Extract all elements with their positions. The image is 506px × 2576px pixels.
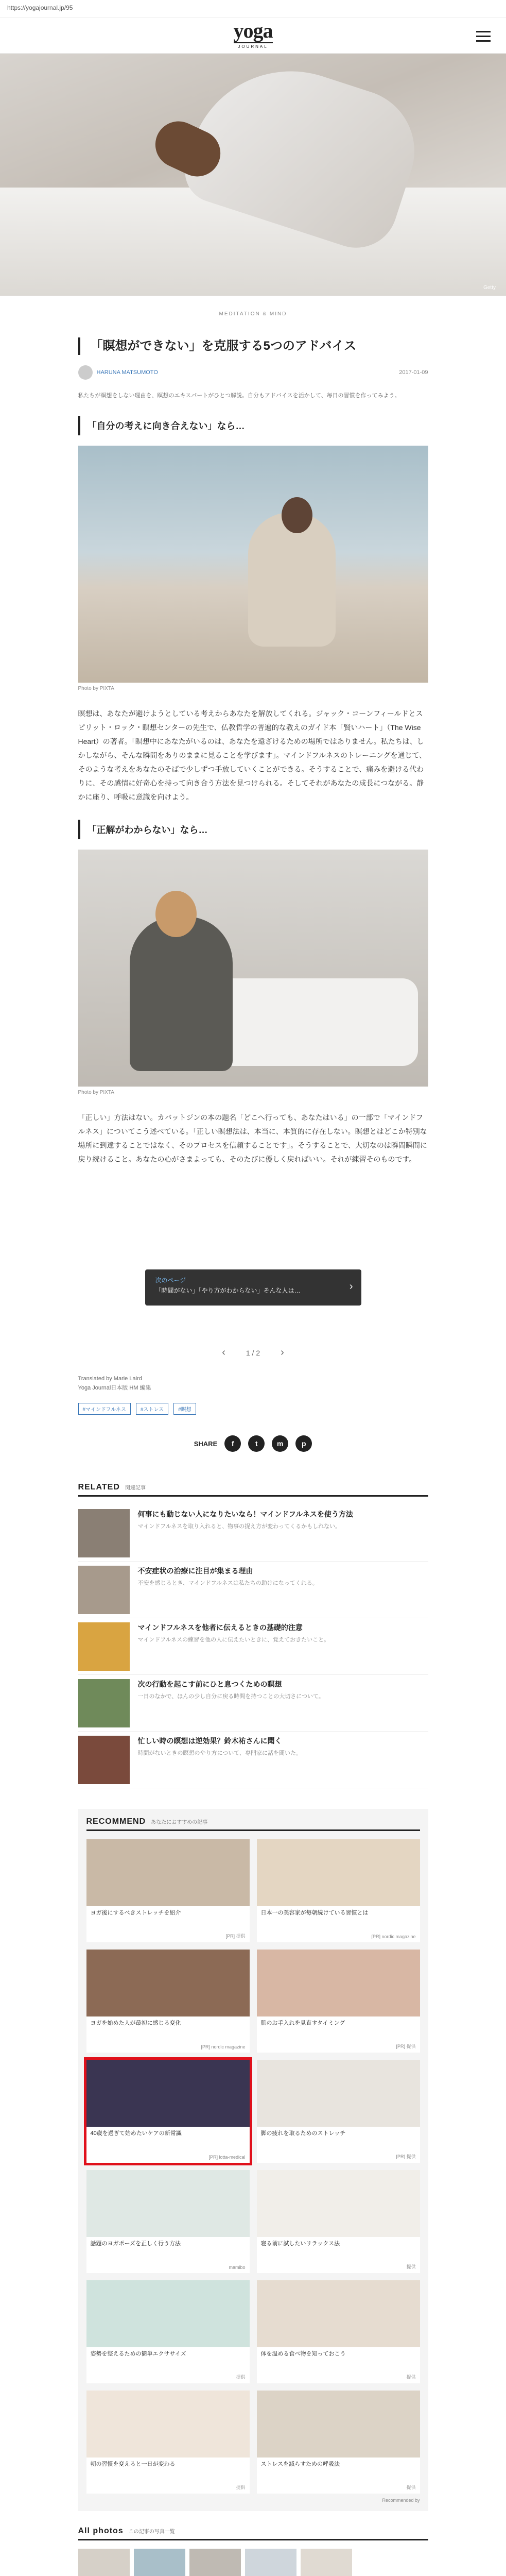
recommend-grid <box>86 1839 420 2494</box>
card-title: 脚の疲れを取るためのストレッチ <box>260 2130 346 2137</box>
related-thumb <box>78 1736 130 1784</box>
section-heading-1: 「自分の考えに向き合えない」なら… <box>78 416 428 435</box>
page-separator: / <box>252 1348 254 1357</box>
hero-credit: Getty <box>483 285 496 291</box>
card-image <box>257 2060 420 2127</box>
tag-list <box>78 1403 428 1415</box>
photo-figure-shape <box>130 917 233 1071</box>
related-item-title: 何事にも動じない人になりたいなら！マインドフルネスを使う方法 <box>137 1510 353 1518</box>
share-bar <box>78 1435 428 1452</box>
ad-slot <box>78 1182 428 1269</box>
card-image <box>86 1950 250 2016</box>
section-body-1: 瞑想は、あなたが避けようとしている考えからあなたを解放してくれる。ジャック・コーンフィールドとスピリット・ロック・瞑想センターの先生で、仏教哲学の普遍的な教えのガイド本「賢いハート」（The Wise Heart）の著者。「瞑想中にあなたがいるのは、あなたを遠ざけるための場所ではありません。私たちは、しかしながら、そんな瞬間をありのままに見ることを学びます」。マインドフルネスのトレーニングを通じて、そのような考えをあなたのそばで少しずつ手放していくことができる。そうすることで、痛みを避ける代わりに、その感情に好奇心を持って向き合う方法を見つけられる。そしてそれがあなたの成長につながる。静かに座り、呼吸に意識を向けよう。 <box>78 709 427 801</box>
pinterest-share-icon[interactable]: p <box>295 1435 312 1452</box>
card-sponsor: mamibo <box>229 2265 246 2270</box>
related-item-title: 不安症状の治療に注目が集まる理由 <box>137 1567 253 1575</box>
card-title: 朝の習慣を変えると一日が変わる <box>90 2461 176 2467</box>
photo-thumbnail[interactable] <box>78 2549 130 2576</box>
photo-head-shape <box>155 891 197 937</box>
next-page-box[interactable] <box>145 1269 361 1306</box>
next-page-title: 「時間がない」「やり方がわからない」そんな人は… <box>155 1287 301 1294</box>
card-image <box>257 1950 420 2016</box>
related-item[interactable] <box>78 1505 428 1562</box>
chevron-right-icon: › <box>349 1281 353 1292</box>
related-item-desc: マインドフルネスを取り入れると、物事の捉え方が変わってくるかもしれない。 <box>137 1523 341 1530</box>
recommend-card[interactable] <box>86 2280 250 2383</box>
recommend-header <box>86 1817 420 1831</box>
next-page-icon[interactable]: › <box>281 1347 284 1358</box>
recommend-section <box>78 1809 428 2511</box>
related-item[interactable] <box>78 1562 428 1618</box>
related-item-desc: 時間がないときの瞑想のやり方について、専門家に話を聞いた。 <box>137 1750 302 1756</box>
pagination <box>78 1347 428 1359</box>
all-photos-header <box>78 2527 428 2540</box>
translation-line-1: Translated by Marie Laird <box>78 1376 142 1382</box>
author-link[interactable]: HARUNA MATSUMOTO <box>96 369 158 376</box>
photo-thumbnail[interactable] <box>301 2549 352 2576</box>
related-item[interactable] <box>78 1618 428 1675</box>
card-sponsor: [PR] 提供 <box>396 2044 416 2049</box>
photo-head-shape <box>282 497 312 533</box>
related-item-title: 次の行動を起こす前にひと息つくための瞑想 <box>137 1680 282 1688</box>
related-item-desc: 不安を感じるとき、マインドフルネスは私たちの助けになってくれる。 <box>137 1580 318 1586</box>
tag-link[interactable]: #瞑想 <box>173 1403 196 1415</box>
card-sponsor: 提供 <box>406 2485 416 2490</box>
related-title: RELATED <box>78 1483 120 1492</box>
card-sponsor: 提供 <box>236 2375 246 2380</box>
hamburger-menu-icon[interactable] <box>476 31 491 45</box>
card-image <box>86 2280 250 2347</box>
related-thumb <box>78 1622 130 1671</box>
card-image <box>86 2170 250 2237</box>
related-item[interactable] <box>78 1732 428 1788</box>
card-title: ヨガを始めた人が最初に感じる変化 <box>90 2020 181 2026</box>
photo-caption-2: Photo by PIXTA <box>78 1090 114 1095</box>
site-header <box>0 18 506 54</box>
photo-figure-shape <box>248 513 336 647</box>
page-indicator <box>246 1349 260 1357</box>
card-title: 肌のお手入れを見直すタイミング <box>260 2020 345 2026</box>
related-item-title: 忙しい時の瞑想は逆効果？鈴木祐さんに聞く <box>137 1737 282 1745</box>
card-image <box>257 2391 420 2458</box>
photo-thumbnail[interactable] <box>134 2549 185 2576</box>
card-title: ヨガ後にするべきストレッチを紹介 <box>90 1910 181 1916</box>
related-thumb <box>78 1566 130 1614</box>
page-current: 1 <box>246 1348 250 1357</box>
logo-sub: JOURNAL <box>234 42 273 49</box>
section-photo-1 <box>78 446 428 683</box>
recommend-title: RECOMMEND <box>86 1817 146 1826</box>
recommend-card[interactable] <box>257 2391 420 2494</box>
card-title: ストレスを減らすための呼吸法 <box>260 2461 340 2467</box>
twitter-share-icon[interactable]: t <box>248 1435 265 1452</box>
recommend-card[interactable] <box>86 1950 250 2053</box>
section-photo-2 <box>78 850 428 1087</box>
related-item-desc: マインドフルネスの練習を他の人に伝えたいときに、覚えておきたいこと。 <box>137 1637 330 1643</box>
prev-page-icon[interactable]: ‹ <box>222 1347 225 1358</box>
article-title: 「瞑想ができない」を克服する5つのアドバイス <box>78 337 428 355</box>
article <box>78 296 428 2576</box>
section-body-2: 「正しい」方法はない。カバットジンの本の題名「どこへ行っても、あなたはいる」の一部で「マインドフルネス」についてこう述べている。「正しい瞑想法は、本当に、本質的に存在しない。瞑想とはどこか特別な場所に到達することではなく、そのプロセスを信頼することです」。そうすることで、大切なのは瞬間瞬間に戻り続けること。あなたの心がさまよっても、そのたびに優しく戻ればいい。それが練習そのものです。 <box>78 1113 427 1163</box>
all-photos-section <box>78 2527 428 2576</box>
related-thumb <box>78 1679 130 1727</box>
mail-share-icon[interactable]: m <box>272 1435 288 1452</box>
tag-link[interactable]: #ストレス <box>136 1403 168 1415</box>
card-title: 寝る前に試したいリラックス法 <box>260 2241 340 2247</box>
card-title: 体を温める食べ物を知っておこう <box>260 2351 346 2357</box>
recommend-subtitle: あなたにおすすめの記事 <box>151 1820 208 1825</box>
card-sponsor: [PR] lotta-medical <box>208 2155 246 2160</box>
recommend-card[interactable] <box>257 1839 420 1942</box>
card-title: 姿勢を整えるための簡単エクササイズ <box>90 2351 186 2357</box>
share-label: SHARE <box>194 1439 218 1448</box>
card-title: 40歳を過ぎて始めたいケアの新常識 <box>90 2130 182 2137</box>
facebook-share-icon[interactable]: f <box>224 1435 241 1452</box>
related-thumb <box>78 1509 130 1557</box>
card-sponsor: [PR] nordic magazine <box>201 2044 246 2049</box>
recommend-card[interactable] <box>257 2280 420 2383</box>
card-sponsor: 提供 <box>406 2375 416 2380</box>
card-image <box>86 2391 250 2458</box>
article-lead: 私たちが瞑想をしない理由を、瞑想のエキスパートがひとつ解説。自分もアドバイスを活かして、毎日の習慣を作ってみよう。 <box>78 393 400 399</box>
photo-thumbnail[interactable] <box>245 2549 296 2576</box>
card-title: 日本一の美容家が毎朝続けている習慣とは <box>260 1910 369 1916</box>
page-total: 2 <box>256 1348 260 1357</box>
recommend-card[interactable] <box>257 2060 420 2163</box>
related-list <box>78 1505 428 1788</box>
card-image <box>257 2170 420 2237</box>
related-item[interactable] <box>78 1675 428 1732</box>
recommend-card[interactable] <box>257 1950 420 2053</box>
article-category[interactable]: MEDITATION & MIND <box>219 311 287 317</box>
card-image <box>257 1839 420 1906</box>
photo-thumbnails <box>78 2549 428 2576</box>
recommend-card[interactable] <box>86 1839 250 1942</box>
hero-image <box>0 54 506 296</box>
photo-caption-1: Photo by PIXTA <box>78 686 114 691</box>
card-image <box>86 1839 250 1906</box>
card-sponsor: 提供 <box>406 2264 416 2269</box>
url-bar <box>0 0 506 18</box>
article-meta <box>78 365 428 380</box>
recommend-card[interactable] <box>86 2391 250 2494</box>
related-subtitle: 関連記事 <box>125 1485 146 1491</box>
card-sponsor: 提供 <box>236 2485 246 2490</box>
tag-link[interactable]: #マインドフルネス <box>78 1403 131 1415</box>
card-image <box>257 2280 420 2347</box>
photo-thumbnail[interactable] <box>189 2549 241 2576</box>
recommend-card[interactable] <box>86 2170 250 2273</box>
site-logo[interactable] <box>234 21 273 49</box>
card-sponsor: [PR] 提供 <box>225 1934 246 1939</box>
all-photos-title: All photos <box>78 2527 124 2535</box>
card-image <box>86 2060 250 2127</box>
recommend-footer: Recommended by <box>382 2498 420 2503</box>
related-header <box>78 1483 428 1497</box>
related-item-desc: 一日のなかで、ほんの少し自分に戻る時間を持つことの大切さについて。 <box>137 1693 324 1700</box>
translation-line-2: Yoga Journal日本版 HM 編集 <box>78 1385 151 1391</box>
related-item-title: マインドフルネスを他者に伝えるときの基礎的注意 <box>137 1623 303 1632</box>
card-sponsor: [PR] 提供 <box>396 2154 416 2159</box>
recommend-card-highlighted[interactable] <box>86 2060 250 2163</box>
url-text: https://yogajournal.jp/95 <box>7 4 73 11</box>
recommend-card[interactable] <box>257 2170 420 2273</box>
card-sponsor: [PR] nordic magazine <box>371 1934 416 1939</box>
card-title: 話題のヨガポーズを正しく行う方法 <box>90 2241 181 2247</box>
translation-credit <box>78 1374 428 1393</box>
author-avatar <box>78 365 93 380</box>
article-date: 2017-01-09 <box>399 369 428 376</box>
logo-word: yoga <box>233 19 273 42</box>
all-photos-subtitle: この記事の写真一覧 <box>128 2529 175 2535</box>
next-page-label: 次のページ <box>155 1277 186 1284</box>
section-heading-2: 「正解がわからない」なら… <box>78 820 428 839</box>
